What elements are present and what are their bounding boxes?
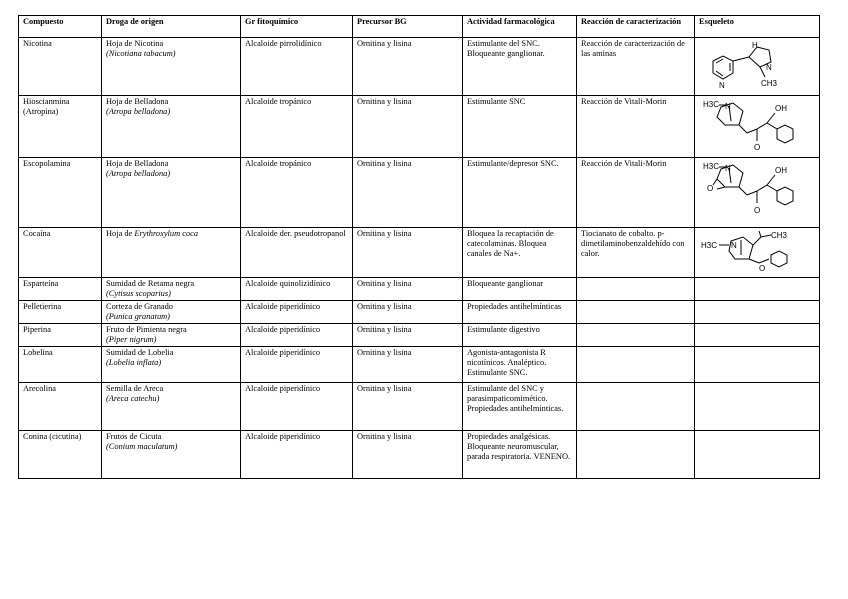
- cell-grupo: Alcaloide tropánico: [241, 158, 353, 228]
- cell-grupo: Alcaloide pirrolidínico: [241, 38, 353, 96]
- cell-precursor: Ornitina y lisina: [353, 228, 463, 278]
- droga-text: Hoja de Belladona: [106, 159, 169, 168]
- cell-droga: [102, 228, 241, 278]
- table-row: [19, 431, 820, 479]
- cell-precursor: Ornitina y lisina: [353, 431, 463, 479]
- cell-compuesto: Piperina: [19, 324, 102, 347]
- cell-esqueleto: [695, 347, 820, 383]
- droga-text: Sumidad de Retama negra: [106, 279, 195, 288]
- cell-droga: [102, 96, 241, 158]
- especie-text: (Nicotiana tabacum): [106, 49, 176, 58]
- especie-text: (Conium maculatum): [106, 442, 178, 451]
- cell-grupo: Alcaloide tropánico: [241, 96, 353, 158]
- droga-text: Hoja de: [106, 229, 133, 238]
- cell-reaccion: [577, 278, 695, 301]
- mol-label: OH: [775, 104, 787, 113]
- droga-text: Hoja de Nicotina: [106, 39, 164, 48]
- header-droga: Droga de origen: [102, 16, 241, 38]
- cell-actividad: Agonista-antagonista R nicotínicos. Analéptico. Estimulante SNC.: [463, 347, 577, 383]
- cell-compuesto: Cocaína: [19, 228, 102, 278]
- cell-actividad: Propiedades analgésicas. Bloqueante neuromuscular, parada respiratoria. VENENO.: [463, 431, 577, 479]
- cell-esqueleto: [695, 301, 820, 324]
- cell-compuesto: Lobelina: [19, 347, 102, 383]
- cell-actividad: Bloquea la recaptación de catecolaminas. Bloquea canales de Na+.: [463, 228, 577, 278]
- cell-actividad: Estimulante digestivo: [463, 324, 577, 347]
- cell-actividad: Estimulante del SNC. Bloqueante ganglionar.: [463, 38, 577, 96]
- mol-label: H3C: [701, 241, 718, 250]
- cell-droga: [102, 301, 241, 324]
- droga-text: Fruto de Pimienta negra: [106, 325, 187, 334]
- table-row: [19, 228, 820, 278]
- cell-esqueleto: [695, 324, 820, 347]
- cell-precursor: Ornitina y lisina: [353, 383, 463, 431]
- cell-esqueleto: [695, 158, 820, 228]
- header-actividad: Actividad farmacológica: [463, 16, 577, 38]
- mol-label: N: [719, 81, 725, 90]
- header-grupo: Gr fitoquímico: [241, 16, 353, 38]
- cell-reaccion: Tiocianato de cobalto. p-dimetilaminobenzaldehído con calor.: [577, 228, 695, 278]
- cell-reaccion: [577, 431, 695, 479]
- header-row: [19, 16, 820, 38]
- table-row: [19, 38, 820, 96]
- header-precursor: Precursor BG: [353, 16, 463, 38]
- cell-grupo: Alcaloide piperidínico: [241, 347, 353, 383]
- cell-esqueleto: [695, 228, 820, 278]
- droga-text: Semilla de Areca: [106, 384, 164, 393]
- mol-label: N: [731, 241, 737, 250]
- especie-text: (Cytisus scoparius): [106, 289, 171, 298]
- table-row: [19, 301, 820, 324]
- cocaine-structure-icon: [699, 229, 811, 273]
- cell-droga: [102, 324, 241, 347]
- mol-label: O: [759, 264, 766, 273]
- cell-actividad: Estimulante/depresor SNC.: [463, 158, 577, 228]
- header-esqueleto: Esqueleto: [695, 16, 820, 38]
- hyoscyamine-structure-icon: [699, 97, 811, 155]
- cell-actividad: Propiedades antihelmínticas: [463, 301, 577, 324]
- cell-droga: [102, 38, 241, 96]
- cell-precursor: Ornitina y lisina: [353, 278, 463, 301]
- mol-label: H3C: [703, 100, 720, 109]
- cell-droga: [102, 347, 241, 383]
- especie-text: (Lobelia inflata): [106, 358, 162, 367]
- mol-label: O: [754, 143, 761, 152]
- cell-actividad: Estimulante SNC: [463, 96, 577, 158]
- cell-actividad: Bloqueante ganglionar: [463, 278, 577, 301]
- cell-reaccion: Reacción de Vitali-Morin: [577, 96, 695, 158]
- cell-actividad: Estimulante del SNC y parasimpaticomimético. Propiedades antihelmínticas.: [463, 383, 577, 431]
- cell-droga: [102, 383, 241, 431]
- mol-label: N: [725, 164, 731, 173]
- table-row: [19, 278, 820, 301]
- scopolamine-structure-icon: [699, 159, 811, 219]
- cell-compuesto: Pelletierina: [19, 301, 102, 324]
- especie-text: (Areca catechu): [106, 394, 160, 403]
- mol-label: N: [725, 102, 731, 111]
- cell-grupo: Alcaloide der. pseudotropanol: [241, 228, 353, 278]
- droga-text: Corteza de Granado: [106, 302, 173, 311]
- cell-precursor: Ornitina y lisina: [353, 347, 463, 383]
- cell-droga: [102, 431, 241, 479]
- cell-reaccion: Reacción de Vitali-Morin: [577, 158, 695, 228]
- cell-compuesto: Esparteína: [19, 278, 102, 301]
- cell-compuesto: Conina (cicutina): [19, 431, 102, 479]
- cell-esqueleto: [695, 431, 820, 479]
- mol-label: O: [707, 184, 714, 193]
- droga-text: Sumidad de Lobelia: [106, 348, 174, 357]
- mol-label: OH: [775, 166, 787, 175]
- cell-esqueleto: [695, 383, 820, 431]
- cell-esqueleto: [695, 38, 820, 96]
- cell-grupo: Alcaloide quinolizidínico: [241, 278, 353, 301]
- table-row: [19, 383, 820, 431]
- header-compuesto: Compuesto: [19, 16, 102, 38]
- mol-label: H: [752, 41, 758, 50]
- cell-esqueleto: [695, 96, 820, 158]
- cell-precursor: Ornitina y lisina: [353, 324, 463, 347]
- mol-label: O: [754, 206, 761, 215]
- cell-grupo: Alcaloide piperidínico: [241, 301, 353, 324]
- table-row: [19, 347, 820, 383]
- mol-label: H3C: [703, 162, 720, 171]
- cell-compuesto: Arecolina: [19, 383, 102, 431]
- especie-text: (Punica granatum): [106, 312, 170, 321]
- header-reaccion: Reacción de caracterización: [577, 16, 695, 38]
- nicotine-structure-icon: [699, 39, 811, 93]
- cell-compuesto: Nicotina: [19, 38, 102, 96]
- cell-reaccion: [577, 324, 695, 347]
- cell-compuesto: Escopolamina: [19, 158, 102, 228]
- especie-text: Erythroxylum coca: [134, 229, 199, 238]
- cell-precursor: Ornitina y lisina: [353, 301, 463, 324]
- cell-precursor: Ornitina y lisina: [353, 158, 463, 228]
- droga-text: Hoja de Belladona: [106, 97, 169, 106]
- alkaloid-table: [18, 15, 820, 479]
- table-row: [19, 158, 820, 228]
- cell-reaccion: [577, 347, 695, 383]
- table-row: [19, 324, 820, 347]
- mol-label: CH3: [771, 231, 788, 240]
- cell-droga: [102, 158, 241, 228]
- cell-precursor: Ornitina y lisina: [353, 38, 463, 96]
- cell-compuesto: Hioscianmina (Atropina): [19, 96, 102, 158]
- droga-text: Frutos de Cicuta: [106, 432, 162, 441]
- cell-grupo: Alcaloide piperidínico: [241, 324, 353, 347]
- cell-precursor: Ornitina y lisina: [353, 96, 463, 158]
- cell-esqueleto: [695, 278, 820, 301]
- mol-label: CH3: [761, 79, 778, 88]
- especie-text: (Piper nigrum): [106, 335, 157, 344]
- cell-droga: [102, 278, 241, 301]
- mol-label: N: [766, 63, 772, 72]
- especie-text: (Atropa belladona): [106, 107, 171, 116]
- cell-reaccion: [577, 301, 695, 324]
- cell-grupo: Alcaloide piperidínico: [241, 431, 353, 479]
- cell-reaccion: Reacción de caracterización de las aminas: [577, 38, 695, 96]
- especie-text: (Atropa belladona): [106, 169, 171, 178]
- table-row: [19, 96, 820, 158]
- cell-reaccion: [577, 383, 695, 431]
- cell-grupo: Alcaloide piperidínico: [241, 383, 353, 431]
